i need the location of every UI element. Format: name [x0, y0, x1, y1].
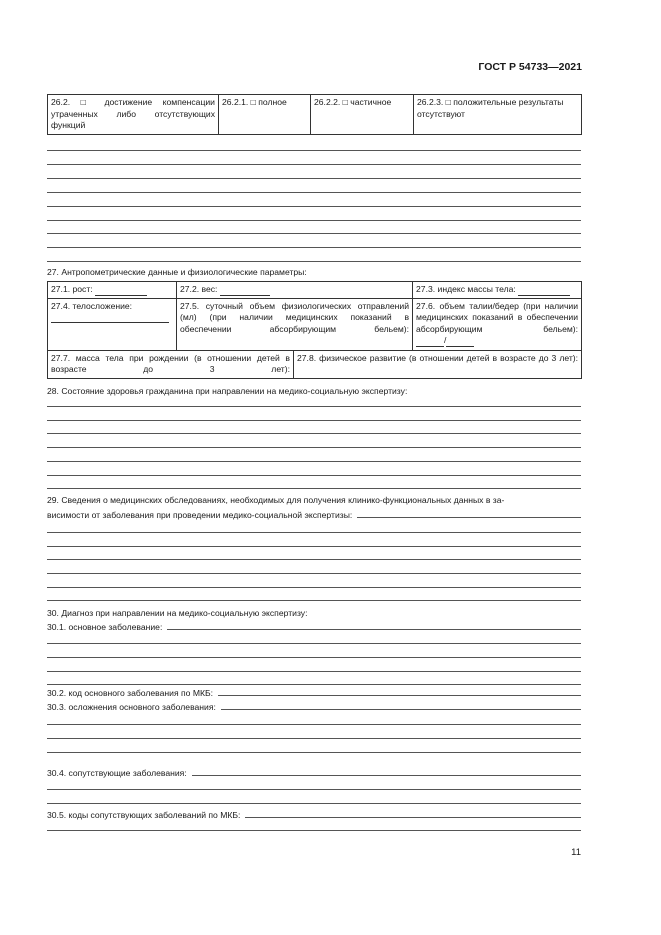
blank-line — [47, 803, 581, 804]
section-29-line2-row — [47, 508, 581, 520]
row-30-5 — [47, 808, 581, 820]
cell-26-2-1: 26.2.1. □ полное — [219, 95, 311, 135]
label-30-1: 30.1. основное заболевание: — [47, 622, 163, 632]
blank-line — [47, 192, 581, 193]
label-30-2: 30.2. код основного заболевания по МКБ: — [47, 688, 214, 698]
row-30-2 — [47, 686, 581, 698]
cell-27-7: 27.7. масса тела при рождении (в отношении детей в возрасте до 3 лет): — [48, 350, 294, 378]
label-30-3: 30.3. осложнения основного заболевания: — [47, 702, 216, 712]
section-28-title: 28. Состояние здоровья гражданина при направлении на медико-социальную экспертизу: — [47, 386, 408, 396]
blank-line — [47, 164, 581, 165]
blank-line — [47, 247, 581, 248]
blank-line — [47, 447, 581, 448]
table-26-2 — [47, 94, 582, 135]
blank-line — [47, 752, 581, 753]
cell-26-2: 26.2. □ достижение компенсации утраченных либо отсутствующих функций — [48, 95, 219, 135]
cell-27-8: 27.8. физическое развитие (в отношении детей в возрасте до 3 лет): — [294, 350, 582, 378]
label-30-5: 30.5. коды сопутствующих заболеваний по МКБ: — [47, 810, 241, 820]
blank-line — [47, 475, 581, 476]
row-30-4 — [47, 766, 581, 778]
blank-line — [47, 738, 581, 739]
cell-27-1: 27.1. рост: — [48, 282, 177, 299]
section-29-line1: 29. Сведения о медицинских обследованиях, необходимых для получения клинико-функциональных данных в за- — [47, 495, 505, 505]
blank-line — [47, 587, 581, 588]
blank-line — [47, 233, 581, 234]
blank-line — [47, 546, 581, 547]
blank-line — [47, 261, 581, 262]
blank-line — [47, 657, 581, 658]
cell-27-2: 27.2. вес: — [177, 282, 413, 299]
blank-line — [47, 178, 581, 179]
blank-line — [47, 433, 581, 434]
standard-header: ГОСТ Р 54733—2021 — [478, 61, 582, 73]
blank-line — [47, 420, 581, 421]
blank-line — [47, 150, 581, 151]
blank-line — [47, 671, 581, 672]
blank-line — [47, 724, 581, 725]
row-30-3 — [47, 700, 581, 712]
blank-line — [47, 830, 581, 831]
blank-line — [47, 684, 581, 685]
row-30-1 — [47, 620, 581, 632]
blank-line — [47, 600, 581, 601]
blank-line — [47, 573, 581, 574]
blank-line — [47, 789, 581, 790]
blank-line — [47, 406, 581, 407]
cell-27-3: 27.3. индекс массы тела: — [413, 282, 582, 299]
label-30-4: 30.4. сопутствующие заболевания: — [47, 768, 187, 778]
page-number: 11 — [571, 847, 581, 858]
section-29-line2: висимости от заболевания при проведении медико-социальной экспертизы: — [47, 510, 353, 520]
cell-27-5: 27.5. суточный объем физиологических отправлений (мл) (при наличии медицинских показаний в обеспечении абсорбирующим бельем): — [177, 298, 413, 350]
blank-line — [47, 461, 581, 462]
cell-27-6: 27.6. объем талии/бедер (при наличии медицинских показаний в обеспечении абсорбирующим бельем): / — [413, 298, 582, 350]
blank-line — [47, 488, 581, 489]
table-27 — [47, 281, 582, 379]
cell-27-4: 27.4. телосложение: — [48, 298, 177, 350]
section-30-title: 30. Диагноз при направлении на медико-социальную экспертизу: — [47, 608, 308, 618]
cell-26-2-2: 26.2.2. □ частичное — [311, 95, 414, 135]
blank-line — [47, 559, 581, 560]
cell-26-2-3: 26.2.3. □ положительные результаты отсутствуют — [414, 95, 582, 135]
section-27-title: 27. Антропометрические данные и физиологические параметры: — [47, 267, 307, 277]
blank-line — [47, 206, 581, 207]
blank-line — [47, 643, 581, 644]
blank-line — [47, 220, 581, 221]
blank-line — [47, 532, 581, 533]
